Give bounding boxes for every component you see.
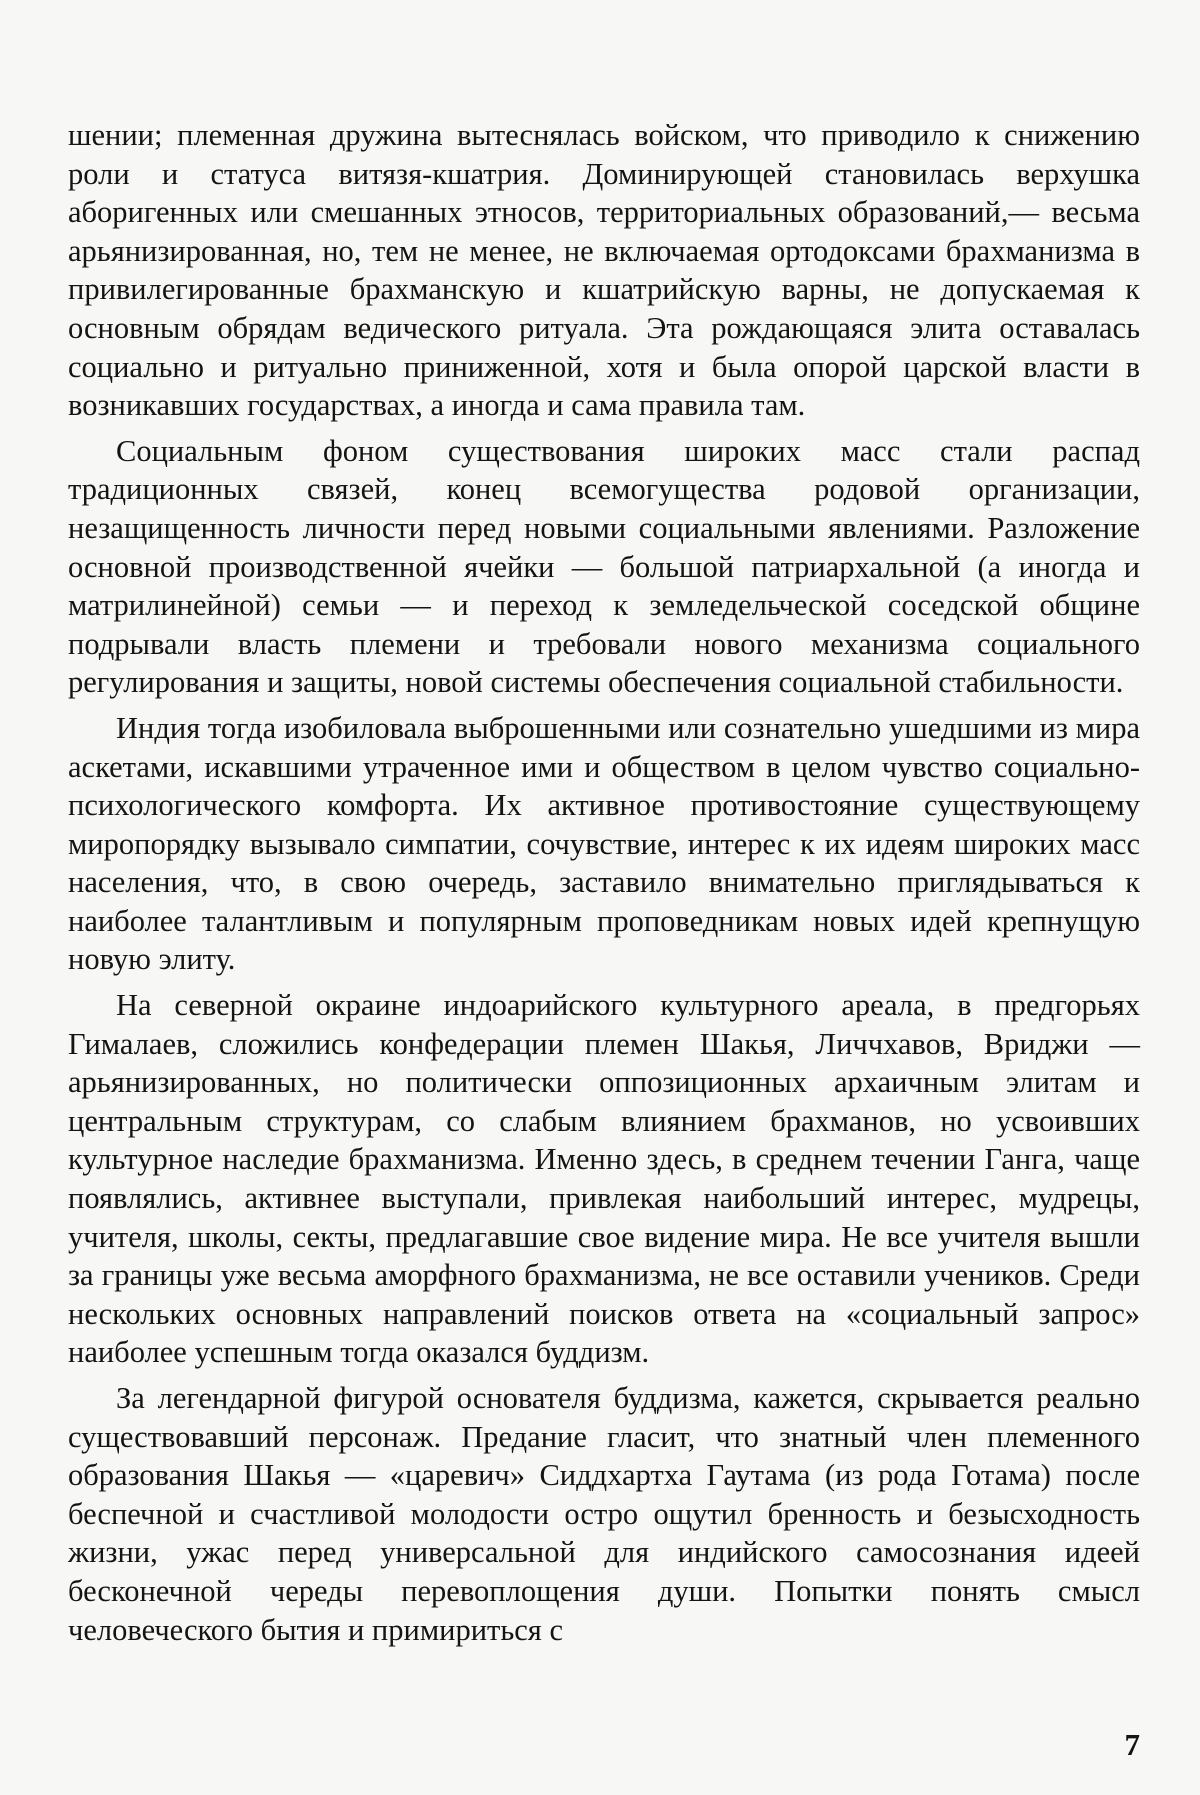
paragraph-2: Социальным фоном существования широких масс стали распад традиционных связей, конец всемогущества родовой организации, незащищенность личности перед новыми социальными явлениями. Разложение основной производственной ячейки — большой патриархальной (а иногда и матрилинейной) семьи — и переход к земледельческой соседской общине подрывали власть племени и требовали нового механизма социального регулирования и защиты, новой системы обеспечения социальной стабильности. [68,433,1140,700]
paragraph-1: шении; племенная дружина вытеснялась войском, что приводило к снижению роли и статуса витязя-кшатрия. Доминирующей становилась верхушка аборигенных или смешанных этносов, территориальных образований,— весьма арьянизированная, но, тем не менее, не включаемая ортодоксами брахманизма в привилегированные брахманскую и кшатрийскую варны, не допускаемая к основным обрядам ведического ритуала. Эта рождающаяся элита оставалась социально и ритуально приниженной, хотя и была опорой царской власти в возникавших государствах, а иногда и сама правила там. [68,118,1140,423]
page-number: 7 [1124,1727,1140,1762]
body-text [68,116,1140,1656]
paragraph-3: Индия тогда изобиловала выброшенными или сознательно ушедшими из мира аскетами, искавшими утраченное ими и обществом в целом чувство социально-психологического комфорта. Их активное противостояние существующему миропорядку вызывало симпатии, сочувствие, интерес к их идеям широких масс населения, что, в свою очередь, заставило внимательно приглядываться к наиболее талантливым и популярным проповедникам новых идей крепнущую новую элиту. [68,710,1140,977]
paragraph-5: За легендарной фигурой основателя буддизма, кажется, скрывается реально существовавший персонаж. Предание гласит, что знатный член племенного образования Шакья — «царевич» Сиддхартха Гаутама (из рода Готама) после беспечной и счастливой молодости остро ощутил бренность и безысходность жизни, ужас перед универсальной для индийского самосознания идеей бесконечной череды перевоплощения души. Попытки понять смысл человеческого бытия и примириться с [68,1381,1140,1647]
paragraph-4: На северной окраине индоарийского культурного ареала, в предгорьях Гималаев, сложились конфедерации племен Шакья, Личчхавов, Вриджи — арьянизированных, но политически оппозиционных архаичным элитам и центральным структурам, со слабым влиянием брахманов, но усвоивших культурное наследие брахманизма. Именно здесь, в среднем течении Ганга, чаще появлялись, активнее выступали, привлекая наибольший интерес, мудрецы, учителя, школы, секты, предлагавшие свое видение мира. Не все учителя вышли за границы уже весьма аморфного брахманизма, не все оставили учеников. Среди нескольких основных направлений поисков ответа на «социальный запрос» наиболее успешным тогда оказался буддизм. [68,988,1140,1370]
